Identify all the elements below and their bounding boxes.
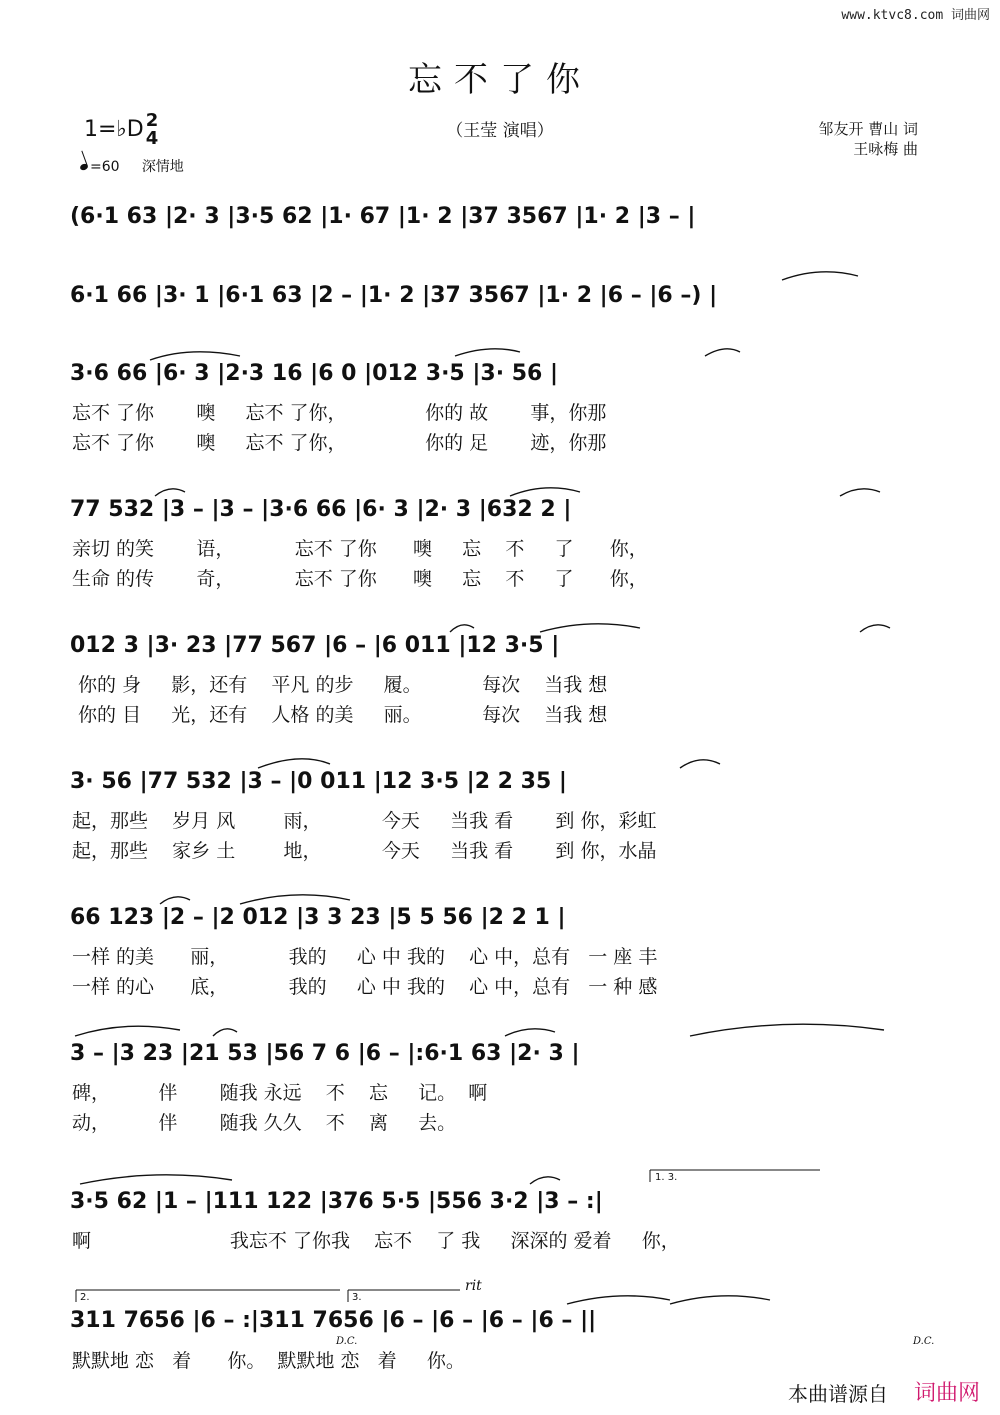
volta-3: 3.: [352, 1292, 362, 1303]
key-label: 1=♭D: [84, 117, 144, 142]
tempo-value: =60: [90, 159, 120, 175]
lyricist-credit: 邹友开 曹山 词: [818, 120, 918, 138]
lyric-line-4a: 亲切 的笑 语， 忘不 了你 噢 忘 不 了 你，: [72, 538, 648, 560]
lyric-line-3b: 忘不 了你 噢 忘不 了你， 你的 足 迹，你那: [72, 432, 607, 454]
song-title: 忘不了你: [408, 60, 592, 100]
lyric-line-6a: 起，那些 岁月 风 雨， 今天 当我 看 到 你，彩虹: [72, 810, 657, 832]
time-top: 2: [145, 110, 159, 131]
lyric-line-5b: 你的 目 光，还有 人格 的美 丽。 每次 当我 想: [72, 704, 608, 726]
music-line-1: (6·1 63 |2· 3 |3·5 62 |1· 67 |1· 2 |37 3567 |1· 2 |3 – |: [70, 204, 696, 229]
music-line-3: 3·6 66 |6· 3 |2·3 16 |6 0 |012 3·5 |3· 56 |: [70, 361, 559, 386]
music-line-2: 6·1 66 |3· 1 |6·1 63 |2 – |1· 2 |37 3567 |1· 2 |6 – |6 –) |: [70, 283, 718, 308]
music-line-10: 311 7656 |6 – :|311 7656 |6 – |6 – |6 – |6 – ||: [70, 1308, 597, 1333]
lyric-line-4b: 生命 的传 奇， 忘不 了你 噢 忘 不 了 你，: [72, 568, 648, 590]
lyric-line-7b: 一样 的心 底， 我的 心 中 我的 心 中，总有 一 种 感: [72, 976, 658, 998]
volta-1-3: 1. 3.: [655, 1172, 678, 1183]
dc-marking-1: D.C.: [336, 1336, 358, 1347]
lyric-line-9: 啊 我忘不 了你我 忘不 了 我 深深的 爱着 你，: [72, 1230, 680, 1252]
time-bottom: 4: [145, 128, 159, 149]
footer-site-logo: 词曲网: [913, 1381, 980, 1406]
site-watermark: www.ktvc8.com 词曲网: [841, 8, 990, 23]
lyric-line-10: 默默地 恋 着 你。 默默地 恋 着 你。: [72, 1350, 465, 1372]
music-line-6: 3· 56 |77 532 |3 – |0 011 |12 3·5 |2 2 35 |: [70, 769, 567, 794]
footer-source-text: 本曲谱源自: [788, 1382, 888, 1406]
lyric-line-7a: 一样 的美 丽， 我的 心 中 我的 心 中，总有 一 座 丰: [72, 946, 658, 968]
lyric-line-5a: 你的 身 影，还有 平凡 的步 履。 每次 当我 想: [72, 674, 608, 696]
music-line-4: 77 532 |3 – |3 – |3·6 66 |6· 3 |2· 3 |632 2 |: [70, 497, 572, 522]
music-line-5: 012 3 |3· 23 |77 567 |6 – |6 011 |12 3·5 |: [70, 633, 560, 658]
music-line-9: 3·5 62 |1 – |111 122 |376 5·5 |556 3·2 |3 – :|: [70, 1189, 603, 1214]
music-line-7: 66 123 |2 – |2 012 |3 3 23 |5 5 56 |2 2 1 |: [70, 905, 566, 930]
lyric-line-8b: 动， 伴 随我 久久 不 离 去。: [72, 1112, 457, 1134]
music-line-8: 3 – |3 23 |21 53 |56 7 6 |6 – |:6·1 63 |2· 3 |: [70, 1041, 580, 1066]
volta-2: 2.: [80, 1292, 90, 1303]
dc-marking-2: D.C.: [913, 1336, 935, 1347]
lyric-line-6b: 起，那些 家乡 土 地， 今天 当我 看 到 你，水晶: [72, 840, 657, 862]
singer-credit: （王莹 演唱）: [446, 121, 554, 141]
lyric-line-3a: 忘不 了你 噢 忘不 了你， 你的 故 事，你那: [72, 402, 607, 424]
composer-credit: 王咏梅 曲: [853, 140, 918, 158]
lyric-line-8a: 碑， 伴 随我 永远 不 忘 记。 啊: [72, 1082, 488, 1104]
expression-text: 深情地: [141, 159, 184, 175]
rit-marking: rit: [465, 1278, 482, 1294]
